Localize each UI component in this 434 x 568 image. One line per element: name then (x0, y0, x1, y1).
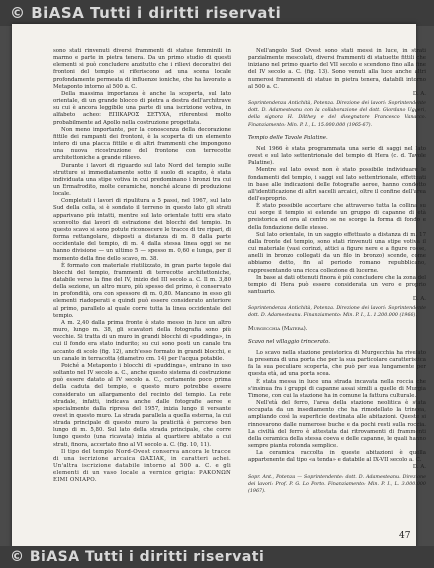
bottom-watermark-banner: © BiASA Tutti i diritti riservati (0, 546, 434, 568)
paragraph: Sul lato orientale, in un saggio effettuato a distanza di m. 17 dalla fronte del tempio, sono stati rinvenuti una stipe votiva il cui materiale (vasi corinzi, attici a figure nere e a figure rosse, anelli in bronzo collegati da un filo in bronzo) scende, come abbiamo detto, fin al periodo romano repubblicano, rappresentando una ricca collezione di lucerne. (248, 231, 426, 274)
excavation-credits: Soprintendenza Antichità, Potenza. Direzione dei lavori: Soprintendente dott. D. Adamesteanu. Finanziamento: Min. P. I., L. 1.200.000 (1966). (248, 306, 426, 319)
left-text-column (53, 48, 231, 543)
section-heading: Scavo nel villaggio trincerato. (248, 338, 331, 345)
page-number: 47 (399, 531, 411, 541)
paragraph: Completati i lavori di ripulitura a 5 passi, nel 1967, sul lato Sud della cella, si è sondato il terreno in questo lato gli strati apparivano più intatti, mentre sul lato orientale tutti era stato sconvolto dai lavori di estrazione dei blocchi del tempio. In questo scavo si sono potute riconoscere le tracce di tre ripari, di forma rettangolare, disposti a distanza di m. 8 dalla parte occidentale del tempio, di m. 4 dalla stessa linea oggi se ne hanno divisione — un ultimo 5 — spesso m. 0,60 e lunga, per il momento della fine dello scavo, m. 38. (53, 198, 231, 262)
paragraph: Lo scavo nella stazione preistorica di Murgecchia ha rivelato la presenza di una porta che per la sua particolare caratteristica fa la sua peculiare scoperta, che può per sua lungamente per questa età, ad una porta scea. (248, 349, 426, 378)
paragraph: È stata messa in luce una strada incavata nella roccia che s'insinua fra i gruppi di capanne assai simili a quelle di Murgia Timone, con cui la stazione ha in comune la fattura culturale. (248, 378, 426, 399)
paragraph: Il tipo del tempio Nord-Ovest conserva ancora le tracce di una iscrizione arcaica ΩΑΣΙΑΚ, in caratteri achei. Un'altra iscrizione databile intorno al 500 a. C. e gli elementi di un vaso locale a vernice grigia: ΡΑΚΟΝΩΝ ΕΙΜΙ ΟΝΙΑΡΟ. (53, 448, 231, 484)
paragraph: Non meno importante, per la conoscenza della decorazione fittile dei rampanti dei frontoni, è la scoperta di un elemento intero di una placca fittile e di altri frammenti che impongono una nuova ricostruzione del frontone con terrecotte architettoniche a grande rilievo. (53, 126, 231, 162)
author-initials: D. A. (412, 296, 426, 303)
paragraph: Poiché a Metaponto i blocchi di «puddinga», entrano in uso soltanto nel IV secolo a. C., anche questo sistema di costruzione può essere datato al IV secolo a. C., certamente poco prima della caduta del tempio, e questo muro potrebbe essere considerato un allargamento del recinto del tempio. La rete stradale, infatti, indicava anche dalle fotografie aeree e specialmente dalla ripresa del 1957, inizia lungo il versante ovest in questo muro. La strada parallela a quella esterna, la cui strada principale di questo muro la praticità è percorso ben lungo di m. 5,80. Sul lato della strada principale, che corre lungo questo (una ricavata) inizia al quartiere abitato a cui strati, finora, accertato fino al VI secolo a. C. (fig. 10, 11). (53, 362, 231, 448)
top-watermark-banner: © BiASA Tutti i diritti riservati (0, 0, 434, 26)
paragraph: sono stati rinvenuti diversi frammenti di statue femminili in marmo e parte in pietra tenera. Da un primo studio di questi elementi si può concludere anzitutto che i rilievi decorativi dei frontoni del tempio si riferiscono ad una scena locale profondamente permeata di influenze ioniche, che ha lavorato a Metaponto intorno al 500 a. C. (53, 48, 231, 90)
paragraph: Nel 1966 è stata programmata una serie di saggi nel lato ovest e sul lato settentrionale del tempio di Hera (c. d. Tavole Palatine). (248, 145, 426, 167)
paragraph: A m. 2,40 dalla prima fronte è stato messo in luce un altro muro, lungo m. 38, gli scavatori della fotografia sono più vecchie. Si tratta di un muro in grandi blocchi di «puddinga», in cui il fondo era stato indurito; su cui sono posti un canale tra accanto di scolo (fig. 12), anch'esso formato in grandi blocchi, e un canale in terracotta (diametro cm. 14) per l'acqua potabile. (53, 319, 231, 362)
paragraph: Nell'angolo Sud Ovest sono stati messi in luce, in strati parzialmente mescolati, diversi frammenti di statuette fittili che iniziano nel primo quarto del VII secolo e scendono fino alla fine del IV secolo a. C. (fig. 13). Sono venuti alla luce anche altri numerosi frammenti di statue in pietra tenera, databili intorno al 500 a. C. (248, 48, 426, 90)
author-initials: D. A. (412, 464, 426, 471)
paragraph: È stato possibile accertare che attraverso tutta la collina su cui sorge il tempio si estende un gruppo di capanne di età preistorica ed ora al centro se ne scorge la forma di fondo e della fondazione delle stesse. (248, 203, 426, 231)
paragraph: Durante i lavori di riguardo sul lato Nord del tempio sulle strutture si immediatamente sotto il suolo di scapito, è stata individuata una stipe votiva in cui predominano i bronzi tra cui un Ermafrodito, molte ceramiche, nonché alcune di produzione locale. (53, 162, 231, 198)
right-text-column (248, 48, 426, 543)
scanned-page (12, 24, 426, 549)
site-name: Murgecchia (Matera). (248, 325, 308, 332)
paragraph: La ceramica raccolta in queste abitazioni è quella appartenente dal tipo «a tenda» e databile al IX-VII secolo a. C. (248, 450, 426, 464)
author-initials: D. A. (412, 90, 426, 97)
paragraph: In base ai dati ottenuti finora è più concludere che la zona del tempio di Hera può essere considerata un vero e proprio santuario. (248, 274, 426, 295)
section-heading: Tempio delle Tavole Palatine. (248, 134, 328, 141)
excavation-credits: Soprintendenza Antichità, Potenza. Direzione dei lavori: Soprintendente dott. D. Adamesteanu con la collaborazione del dott. Giordano Uggeri, della signora H. Dilthey e del disegnatore Francesco Vanacco. Finanziamento: Min. P. I., L. 15.000.000 (1965-67). (248, 101, 426, 128)
paragraph: È formato con materiale riutilizzato, in gran parte tegole dai blocchi del tempio, frammenti di terrecotte architettoniche, databile verso la fine del IV, inizio del III secolo a. C. Il m. 3,80 della sezione, un altro muro, più spesso del primo, è conservato in profondità, ora con spessore di m. 0,80. Mancano in esso gli elementi riadoperati e quindi può essere considerato anteriore al primo, parallelo al quale corre tutta la linea occidentale del tempio. (53, 262, 231, 319)
paragraph: Nell'età del ferro, l'area della stazione neolitica è stata occupata da un insediamento che ha rimodellato la trincea, ampliando così la superficie destinata alle abitazioni. Queste si rinnovarono dalle numerose buche e da pochi resti sulla roccia. La civiltà del ferro è attestata dai ritrovamenti di frammenti della ceramica della stessa coeva e delle capanne, le quali hanno sempre pianta rotonda semplice. (248, 400, 426, 449)
excavation-credits: Sopr. Ant., Potenza — Soprintendente: dott. D. Adamesteanu. Direzione dei lavori: Prof. P. G. Lo Porto. Finanziamento: Min. P. I., L. 3.000.000 (1967). (248, 474, 426, 494)
paragraph: Mentre sul lato ovest non è stato possibile individuare le fondamenti del tempio, i saggi sul lato settentrionale, effettuati in base alle indicazioni delle fotografie aeree, hanno condotto all'identificazione di altri sacelli arcaici, oltre il confine dell'area dell'esproprio. (248, 167, 426, 202)
paragraph: Della massima importanza è anche la scoperta, sul lato orientale, di un grande blocco di pietra a destra dell'architrave su cui è ancora leggibile una parte di una iscrizione votiva, in alfabeto acheo: Ε̄ΠΙΚΑΡΟΣ ΣΕΤ̄ΥΧΑ, riferentesi molto probabilmente ad Apollo nella costruzione progettata. (53, 90, 231, 126)
